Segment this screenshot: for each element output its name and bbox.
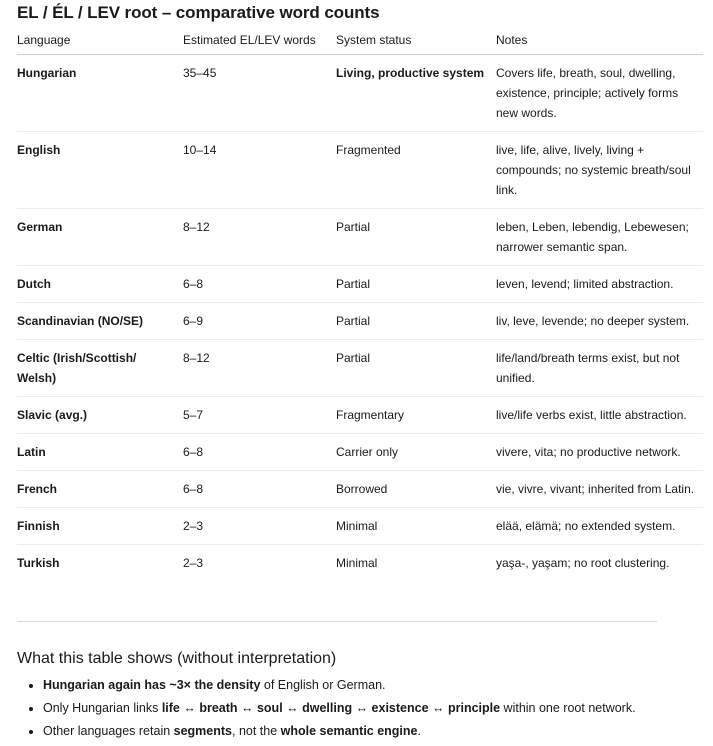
comparison-table [17, 30, 703, 581]
cell-count: 6–9 [183, 303, 336, 340]
bullet-text: within one root network. [500, 701, 636, 715]
table-row [17, 434, 703, 471]
cell-status: Fragmented [336, 132, 496, 209]
cell-count: 6–8 [183, 471, 336, 508]
cell-notes: Covers life, breath, soul, dwelling, existence, principle; actively forms new words. [496, 55, 703, 132]
cell-notes: life/land/breath terms exist, but not unified. [496, 340, 703, 397]
table-row [17, 508, 703, 545]
cell-notes: leven, levend; limited abstraction. [496, 266, 703, 303]
table-row [17, 471, 703, 508]
table-header-row [17, 30, 703, 55]
page-title: EL / ÉL / LEV root – comparative word counts [17, 3, 380, 22]
cell-language: Latin [17, 434, 183, 471]
table-row [17, 397, 703, 434]
header-status: System status [336, 30, 496, 55]
bullet-text: , not the [232, 724, 281, 738]
cell-notes: yaşa-, yaşam; no root clustering. [496, 556, 670, 570]
cell-language: Celtic (Irish/Scottish/ Welsh) [17, 340, 183, 397]
header-count: Estimated EL/LEV words [183, 30, 336, 55]
cell-count: 8–12 [183, 209, 336, 266]
bullet-text: Other languages retain [43, 724, 174, 738]
list-item [43, 674, 713, 697]
cell-notes: vivere, vita; no productive network. [496, 434, 703, 471]
table-row [17, 209, 703, 266]
cell-count: 6–8 [183, 266, 336, 303]
cell-language: Scandinavian (NO/SE) [17, 303, 183, 340]
bullet-text-bold: segments [173, 724, 232, 738]
cell-count: 2–3 [183, 556, 204, 570]
bullet-text: . [417, 724, 421, 738]
section-divider [17, 621, 657, 622]
cell-count: 8–12 [183, 340, 336, 397]
cell-notes: live/life verbs exist, little abstraction. [496, 397, 703, 434]
cell-notes: live, life, alive, lively, living + compounds; no systemic breath/soul link. [496, 132, 703, 209]
cell-count: 5–7 [183, 397, 336, 434]
cell-notes: leben, Leben, lebendig, Lebewesen; narrower semantic span. [496, 209, 703, 266]
cell-status: Minimal [336, 556, 378, 570]
cell-language: French [17, 471, 183, 508]
cell-notes: elää, elämä; no extended system. [496, 508, 703, 545]
cell-status: Fragmentary [336, 397, 496, 434]
table-row [17, 266, 703, 303]
cell-status: Minimal [336, 508, 496, 545]
bullet-text-bold: Hungarian again has ~3× the density [43, 678, 261, 692]
cell-count: 6–8 [183, 434, 336, 471]
cell-language: Dutch [17, 266, 183, 303]
table-row [17, 303, 703, 340]
cell-notes: liv, leve, levende; no deeper system. [496, 303, 703, 340]
cell-language: Slavic (avg.) [17, 397, 183, 434]
list-item [43, 720, 713, 743]
cell-status: Partial [336, 266, 496, 303]
bullet-text: Only Hungarian links [43, 701, 162, 715]
cell-status: Partial [336, 303, 496, 340]
header-language: Language [17, 30, 183, 55]
table-row [17, 132, 703, 209]
cell-status: Partial [336, 340, 496, 397]
cell-count: 10–14 [183, 132, 336, 209]
cell-language: English [17, 132, 183, 209]
cell-language: Finnish [17, 508, 183, 545]
list-item [43, 697, 713, 720]
header-notes: Notes [496, 30, 703, 55]
cell-language: German [17, 209, 183, 266]
bullet-text-bold: whole semantic engine [280, 724, 418, 738]
summary-list [17, 674, 713, 743]
table-row [17, 340, 703, 397]
cell-count: 35–45 [183, 55, 336, 132]
cell-language: Hungarian [17, 55, 183, 132]
cell-status: Carrier only [336, 434, 496, 471]
cell-notes: vie, vivre, vivant; inherited from Latin. [496, 471, 703, 508]
bullet-text-bold: life ↔ breath ↔ soul ↔ dwelling ↔ existence ↔ principle [161, 701, 501, 715]
section-heading: What this table shows (without interpretation) [17, 650, 337, 667]
cell-status: Living, productive system [336, 55, 496, 132]
table-row [17, 545, 703, 582]
bullet-text: of English or German. [260, 678, 386, 692]
table-row [17, 55, 703, 132]
cell-status: Partial [336, 209, 496, 266]
cell-language: Turkish [17, 556, 60, 570]
cell-count: 2–3 [183, 508, 336, 545]
cell-status: Borrowed [336, 471, 496, 508]
